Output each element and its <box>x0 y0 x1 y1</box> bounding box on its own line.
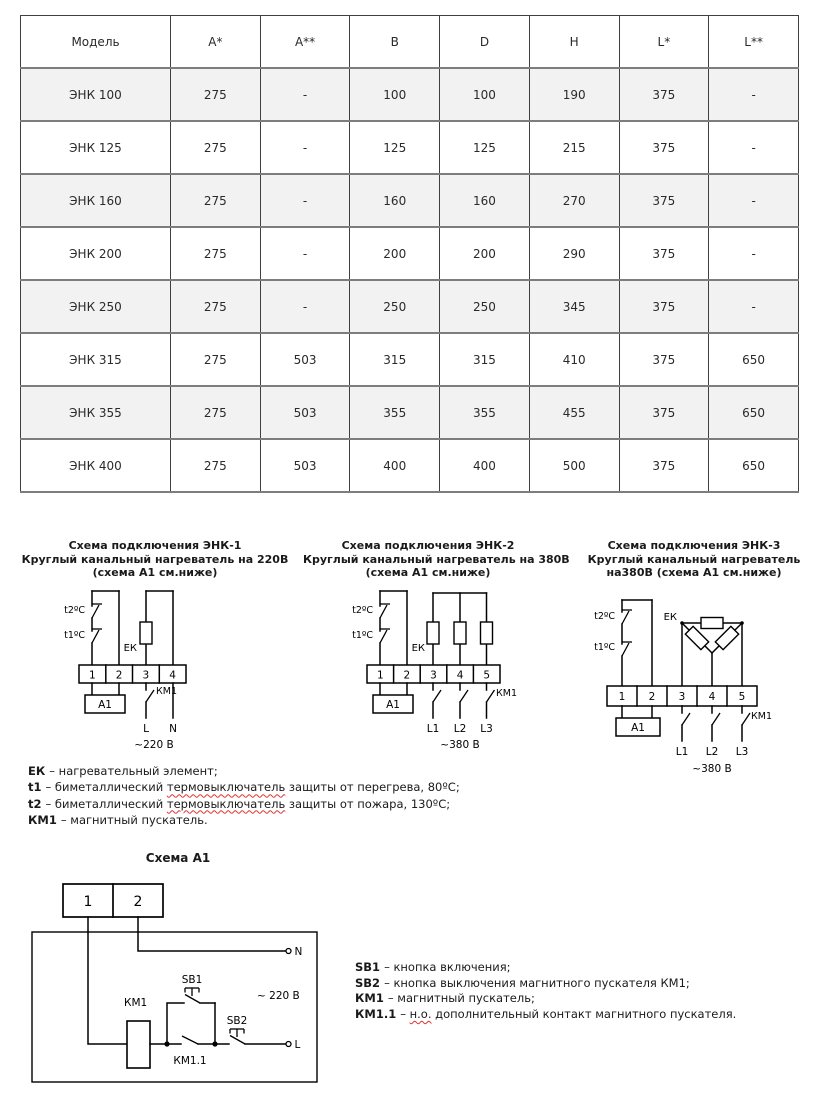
heater-element-icon <box>454 622 466 644</box>
km1-contact-icon <box>742 713 750 725</box>
terminal-5: 5 <box>483 669 491 682</box>
table-header-row <box>21 16 799 69</box>
enk3-terminal-strip <box>607 686 757 706</box>
terminal-1: 1 <box>376 669 384 682</box>
col-header-model: Модель <box>21 16 171 69</box>
enk1-thermal-branch <box>92 591 119 665</box>
label-t2: t2ºC <box>352 605 373 616</box>
heater-element-icon <box>701 618 723 629</box>
label-t1: t1ºC <box>594 642 615 653</box>
col-header-a2: A** <box>260 16 350 69</box>
terminal-3: 3 <box>678 691 686 703</box>
label-phase-l1: L1 <box>675 746 689 758</box>
thermal-switch-t2-icon <box>622 611 629 624</box>
thermal-switch-t2-icon <box>380 605 387 618</box>
terminal-l-icon <box>286 1042 291 1047</box>
km1-contact-icon <box>433 690 441 702</box>
terminal-2: 2 <box>403 669 411 682</box>
km1-contact-icon <box>460 690 468 702</box>
table-row: ЭНК 160 275 - 160 160 270 375 - <box>21 174 799 227</box>
terminal-3: 3 <box>430 669 437 682</box>
cell-model: ЭНК 125 <box>21 121 171 174</box>
legend-item-km1: КМ1 – магнитный пускатель. <box>28 812 208 827</box>
enk1-terminal-strip <box>79 665 186 683</box>
label-km1: КМ1 <box>751 711 772 722</box>
heater-element-icon <box>427 622 439 644</box>
label-km1: КМ1 <box>156 686 177 697</box>
col-header-b: B <box>350 16 440 69</box>
terminal-3: 3 <box>142 669 150 682</box>
label-km11: КМ1.1 <box>173 1055 207 1067</box>
legend-item-ek: ЕК – нагревательный элемент; <box>28 764 218 778</box>
km11-contact-icon <box>182 1036 198 1044</box>
heater-element-icon <box>715 626 738 649</box>
cell-model: ЭНК 100 <box>21 68 171 121</box>
heater-element-icon <box>685 626 708 649</box>
component-legend <box>28 763 460 828</box>
terminal-2: 2 <box>133 894 143 910</box>
enk2-schematic <box>330 586 545 766</box>
table-row: ЭНК 200 275 - 200 200 290 375 - <box>21 227 799 280</box>
label-t1: t1ºC <box>352 630 373 641</box>
col-header-l1: L* <box>619 16 709 69</box>
thermal-switch-t1-icon <box>622 643 629 656</box>
terminal-2: 2 <box>648 691 656 703</box>
thermal-switch-t1-icon <box>92 630 99 643</box>
enk1-title-line3: (схема А1 см.ниже) <box>92 566 218 579</box>
table-row: ЭНК 355 275 503 355 355 455 375 650 <box>21 386 799 439</box>
label-ek: ЕК <box>663 612 677 623</box>
enk3-title-line3: на380В (схема А1 см.ниже) <box>606 566 782 579</box>
sb1-button-icon <box>185 988 199 996</box>
enk3-delta-heaters <box>680 618 744 687</box>
label-t2: t2ºC <box>594 611 615 622</box>
label-a1: А1 <box>631 722 645 734</box>
terminal-5: 5 <box>738 691 746 703</box>
label-voltage: ~380 В <box>692 763 732 775</box>
terminal-4: 4 <box>456 669 464 682</box>
col-header-l2: L** <box>709 16 799 69</box>
enk2-thermal-branch <box>380 591 407 665</box>
enk2-terminal-strip <box>367 665 500 683</box>
label-sb2: SB2 <box>226 1015 248 1027</box>
enk2-title <box>303 539 570 580</box>
terminal-1: 1 <box>89 669 96 682</box>
cell-model: ЭНК 400 <box>21 439 171 492</box>
label-phase-l3: L3 <box>480 723 493 735</box>
legend-item-sb2: SB2 – кнопка выключения магнитного пускателя КМ1; <box>355 975 690 990</box>
thermal-switch-t2-icon <box>92 605 99 618</box>
label-t1: t1ºC <box>64 630 85 641</box>
enk3-title-line2: Круглый канальный нагреватель <box>587 552 801 566</box>
table-row: ЭНК 125 275 - 125 125 215 375 - <box>21 121 799 174</box>
enk2-contactor-contacts <box>433 683 495 718</box>
cell-model: ЭНК 355 <box>21 386 171 439</box>
enk2-title-line3: (схема А1 см.ниже) <box>365 566 491 579</box>
label-phase-l2: L2 <box>705 746 719 758</box>
label-ek: ЕК <box>411 643 425 654</box>
table-row: ЭНК 100 275 - 100 100 190 375 - <box>21 68 799 121</box>
enk3-schematic <box>585 586 815 788</box>
sb1-branch <box>167 988 215 1044</box>
label-ek: ЕК <box>123 643 137 654</box>
label-phase-l: L <box>143 723 149 735</box>
enk2-a1-block <box>373 683 413 713</box>
label-voltage: ~220 В <box>134 739 174 751</box>
terminal-1: 1 <box>618 691 626 703</box>
cell-model: ЭНК 315 <box>21 333 171 386</box>
label-neutral-n: N <box>294 946 303 958</box>
spec-table <box>20 15 799 493</box>
label-phase-l2: L2 <box>453 723 467 735</box>
terminal-2: 2 <box>115 669 123 682</box>
a1-terminal-block <box>63 884 163 917</box>
table-row: ЭНК 250 275 - 250 250 345 375 - <box>21 280 799 333</box>
enk3-thermal-branch <box>622 600 652 686</box>
schema-a1-title: Схема А1 <box>145 851 211 865</box>
enk1-title <box>18 539 292 580</box>
legend-item-t2: t2 – биметаллический термовыключатель защиты от пожара, 130ºС; <box>28 796 451 811</box>
legend-item-km1: КМ1 – магнитный пускатель; <box>355 991 535 1006</box>
cell-model: ЭНК 160 <box>21 174 171 227</box>
label-neutral-n: N <box>169 723 177 735</box>
schema-legend <box>355 960 736 1022</box>
label-phase-l3: L3 <box>735 746 749 758</box>
heater-element-icon <box>481 622 493 644</box>
km1-coil-icon <box>127 1021 150 1068</box>
enk2-title-line1: Схема подключения ЭНК-2 <box>341 539 515 552</box>
km1-contact-icon <box>682 713 690 725</box>
legend-item-km11: КМ1.1 – н.о. дополнительный контакт магнитного пускателя. <box>355 1006 737 1021</box>
enk1-heater-branch <box>140 591 173 665</box>
enk1-a1-block <box>85 683 125 713</box>
cell-model: ЭНК 200 <box>21 227 171 280</box>
enk1-title-line1: Схема подключения ЭНК-1 <box>68 539 242 552</box>
label-km1: КМ1 <box>496 688 517 699</box>
cell-model: ЭНК 250 <box>21 280 171 333</box>
schema-a1-schematic <box>28 878 330 1098</box>
col-header-a1: A* <box>171 16 261 69</box>
thermal-switch-t1-icon <box>380 630 387 643</box>
enk1-schematic <box>20 586 290 761</box>
label-voltage: ~380 В <box>440 739 480 751</box>
table-row: ЭНК 315 275 503 315 315 410 375 650 <box>21 333 799 386</box>
km1-contact-icon <box>146 690 154 702</box>
sb2-button-icon <box>230 1029 244 1037</box>
heater-element-icon <box>140 622 152 644</box>
km1-contact-icon <box>487 690 495 702</box>
enk3-a1-block <box>616 706 660 736</box>
legend-item-t1: t1 – биметаллический термовыключатель защиты от перегрева, 80ºС; <box>28 780 460 795</box>
enk3-contactor-contacts <box>682 706 750 741</box>
label-t2: t2ºC <box>64 605 85 616</box>
neutral-wire <box>138 917 291 954</box>
label-a1: А1 <box>98 699 112 711</box>
km1-contact-icon <box>712 713 720 725</box>
terminal-n-icon <box>286 949 291 954</box>
label-sb1: SB1 <box>181 974 203 986</box>
terminal-1: 1 <box>83 894 93 910</box>
label-km1: КМ1 <box>124 997 148 1009</box>
label-a1: А1 <box>386 699 400 711</box>
col-header-d: D <box>440 16 530 69</box>
legend-item-sb1: SB1 – кнопка включения; <box>355 960 511 974</box>
enk2-heater-branch <box>427 593 493 665</box>
col-header-h: H <box>529 16 619 69</box>
enk3-title-line1: Схема подключения ЭНК-3 <box>607 539 781 552</box>
table-row: ЭНК 400 275 503 400 400 500 375 650 <box>21 439 799 492</box>
enk1-title-line2: Круглый канальный нагреватель на 220В <box>21 552 289 566</box>
enk2-title-line2: Круглый канальный нагреватель на 380В <box>303 552 570 566</box>
label-phase-l: L <box>294 1039 301 1051</box>
label-voltage: ~ 220 В <box>257 990 300 1002</box>
terminal-4: 4 <box>708 691 716 703</box>
label-phase-l1: L1 <box>426 723 440 735</box>
terminal-4: 4 <box>169 669 176 682</box>
enk3-title <box>570 539 818 580</box>
